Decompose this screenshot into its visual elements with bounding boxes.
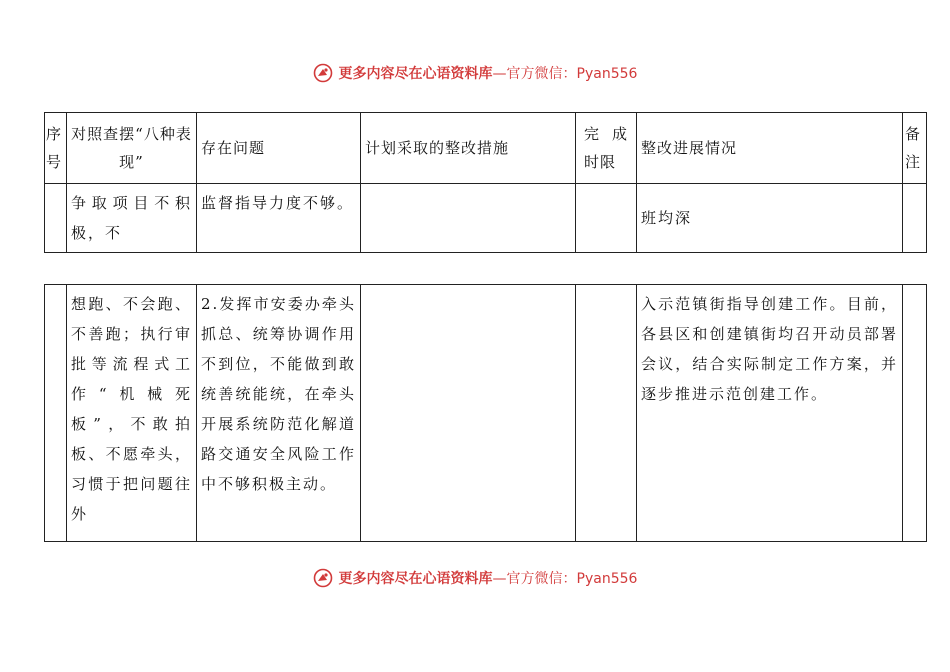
brand-logo-icon [313, 63, 333, 83]
rectification-table-header [44, 112, 927, 253]
watermark-sub-text: —官方微信：Pyan556 [492, 571, 638, 587]
watermark-main-text: 更多内容尽在心语资料库 [338, 571, 493, 587]
watermark-main-text: 更多内容尽在心语资料库 [338, 66, 493, 82]
watermark-top [0, 61, 950, 85]
header-deadline: 完成时限 [584, 125, 628, 171]
row1-deadline [576, 184, 636, 192]
table-header-row [45, 113, 927, 184]
header-problem: 存在问题 [201, 139, 266, 157]
table-row [45, 285, 927, 542]
header-compare: 对照查摆“八种表现” [71, 125, 192, 171]
brand-logo-icon [313, 568, 333, 588]
row2-deadline [576, 285, 636, 293]
row1-compare: 争取项目不积极，不 [71, 194, 192, 242]
header-measures: 计划采取的整改措施 [365, 139, 510, 157]
header-progress: 整改进展情况 [641, 139, 738, 157]
watermark-bottom [0, 566, 950, 590]
row2-measures [361, 285, 575, 293]
row2-problem: 2.发挥市安委办牵头抓总、统筹协调作用不到位，不能做到敢统善统能统，在牵头开展系统防范化解道路交通安全风险工作中不够积极主动。 [201, 295, 356, 493]
row1-problem: 监督指导力度不够。 [201, 194, 355, 212]
row1-measures [361, 184, 575, 192]
row2-compare: 想跑、不会跑、不善跑；执行审批等流程式工作“机械死板”，不敢拍板、不愿牵头，习惯于把问题往外 [71, 295, 192, 523]
watermark-sub-text: —官方微信：Pyan556 [492, 66, 638, 82]
row2-note [903, 285, 926, 293]
table-row [45, 184, 927, 253]
row1-progress: 班均深 [641, 209, 693, 227]
rectification-table-continued [44, 284, 927, 542]
row2-progress: 入示范镇街指导创建工作。目前，各县区和创建镇街均召开动员部署会议，结合实际制定工作方案，并逐步推进示范创建工作。 [641, 295, 898, 403]
header-note: 备注 [905, 125, 922, 171]
row1-note [903, 184, 926, 192]
header-index: 序号 [46, 125, 63, 171]
